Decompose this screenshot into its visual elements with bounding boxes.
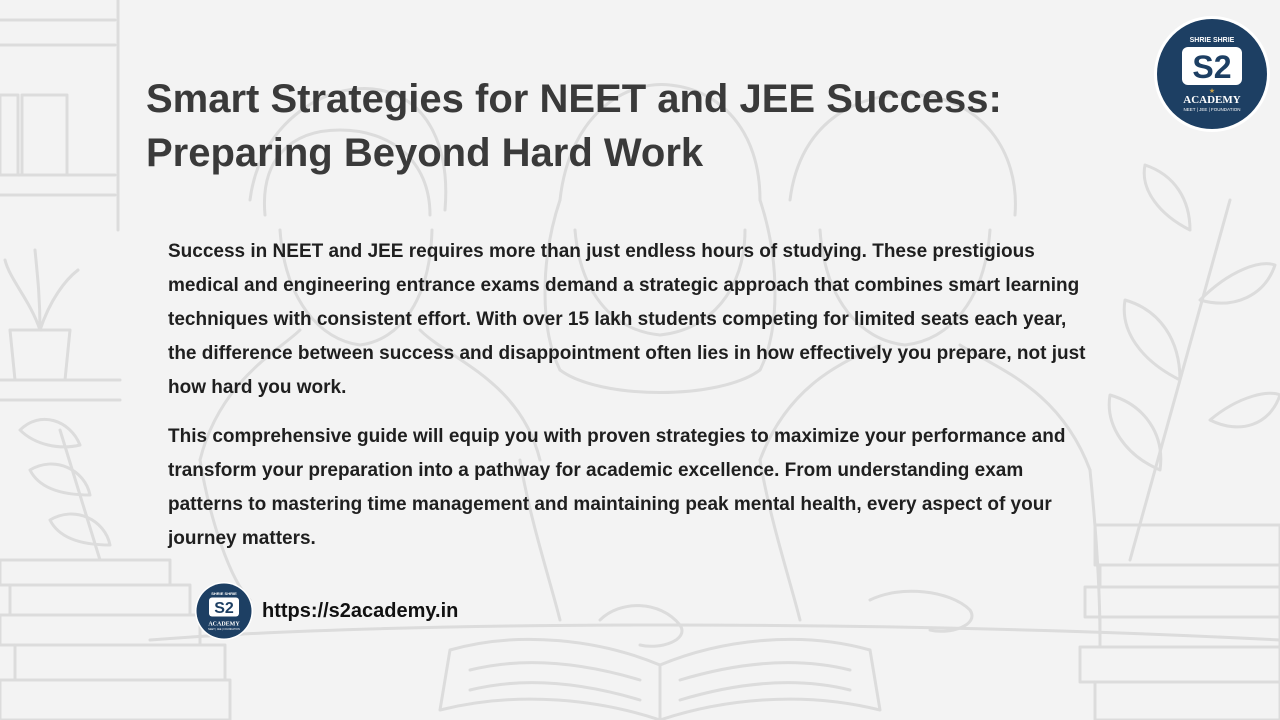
small-logo-tagline: NEET | JEE | FOUNDATION (208, 628, 240, 631)
slide-title-line-2: Preparing Beyond Hard Work (146, 131, 704, 175)
logo-star-icon: ★ (1208, 88, 1216, 95)
logo-name: ACADEMY (1183, 94, 1241, 106)
footer (194, 581, 458, 641)
small-logo-name: ACADEMY (208, 621, 240, 628)
logo-monogram: S2 (1192, 49, 1232, 85)
logo-tagline: NEET | JEE | FOUNDATION (1183, 107, 1241, 112)
intro-paragraph: Success in NEET and JEE requires more than just endless hours of studying. These prestigious medical and engineering entrance exams demand a strategic approach that combines smart learning techniques with consistent effort. With over 15 lakh students competing for limited seats each year, the difference between success and disappointment often lies in how effectively you prepare, not just how hard you work. (168, 241, 1086, 398)
s2-academy-logo (1152, 14, 1272, 134)
s2-academy-small-logo (194, 581, 254, 641)
small-logo-monogram: S2 (214, 600, 234, 617)
guide-paragraph: This comprehensive guide will equip you with proven strategies to maximize your performance and transform your preparation into a pathway for academic excellence. From understanding exam patterns to mastering time management and maintaining peak mental health, every aspect of your journey matters. (168, 426, 1066, 549)
small-logo-top-text: SHRIE SHRIE (211, 591, 237, 596)
website-link[interactable]: https://s2academy.in (262, 599, 459, 622)
logo-top-text: SHRIE SHRIE (1189, 37, 1235, 44)
slide-title-line-1: Smart Strategies for NEET and JEE Success: (146, 77, 1002, 121)
slide-title (146, 72, 1106, 180)
